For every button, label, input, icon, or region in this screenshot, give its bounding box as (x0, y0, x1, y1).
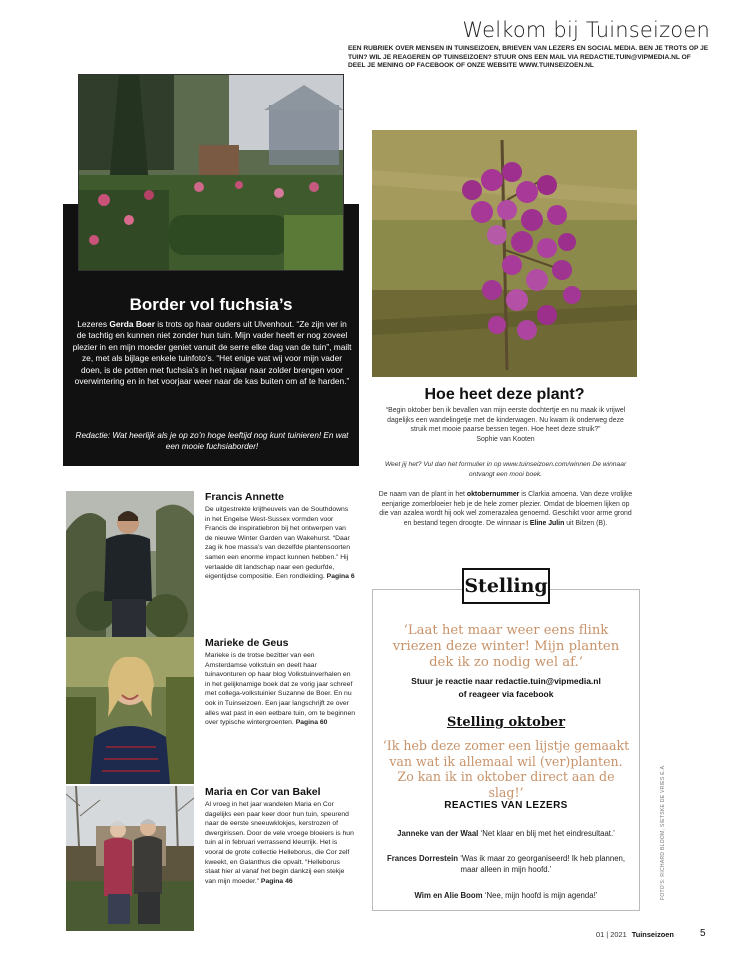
fuchsia-body-prefix: Lezeres (77, 319, 108, 329)
reactie-text: ‘Nee, mijn hoofd is mijn agenda!’ (484, 891, 598, 900)
purple-berries-photo (372, 130, 637, 377)
profile-body-maria-en-cor-van-bakel (205, 800, 355, 886)
reactie-name: Wim en Alie Boom (414, 891, 483, 900)
stelling-oktober-heading: Stelling oktober (446, 715, 566, 730)
profile-text: De uitgestrekte krijtheuvels van de Southdowns in het Engelse West-Sussex vormden voor Francis de inspiratiebron bij het ontwerpen van de nieuwe Winter Garden van Wakehurst. “Daar zag ik hoe massa’s van dezelfde plantensoorten samen een enorme impact kunnen hebben.” Hij vertaalde dit landschap naar een gedurfde, eigentijdse compositie. Een rondleiding. (205, 506, 350, 581)
stelling-label: Stelling (462, 568, 550, 604)
reactie-item (380, 828, 632, 839)
reactie-item (380, 890, 632, 901)
plant-answer-mid: is Clarkia amoena. Van deze vrolijke eenjarige zomerbloeier heb je de hele zomer plezier. Omdat de bloemen lijken op die van azalea wordt hij ook wel zomerazalea genoemd. Geschikt voor arme grond en bestand tegen droogte. De winnaar is (379, 491, 633, 527)
plant-question-body: “Begin oktober ben ik bevallen van mijn eerste dochtertje en nu maak ik vrijwel dagelijks een wandelingetje met de kinderwagen. Nu kwam ik onderweg deze struik met mooie paarse bessen tegen. Hoe heet deze struik?” (385, 407, 626, 433)
photo-credit: FOTO’S: RICHARD BLOOM, SIETSKE DE VRIES E.A. (660, 764, 666, 900)
stelling-quote: ‘Laat het maar weer eens flink vriezen deze winter! Mijn planten dek ik zo nodig wel af.’ (392, 623, 620, 670)
francis-annette-photo (66, 491, 194, 637)
page-number: 5 (700, 928, 706, 939)
plant-answer-end: uit Bilzen (B). (566, 519, 608, 527)
marieke-de-geus-photo (66, 637, 194, 784)
reactie-text: ‘Net klaar en blij met het eindresultaat.’ (480, 829, 615, 838)
stelling-oktober-quote: ‘Ik heb deze zomer een lijstje gemaakt van wat ik allemaal wil (ver)planten. Zo kan ik in oktober direct aan de slag!’ (382, 738, 630, 800)
profile-text: Al vroeg in het jaar wandelen Maria en Cor dagelijks een paar keer door hun tuin, speurend naar de eerste sneeuwklokjes, kerstrozen of dwergirissen. Door de vele vroege bloeiers is hun tuin al in februari verrassend kleurrijk. Het is vooral de grote collectie Helleborus, die Cor zelf kweekt, en Galanthus die opvalt. “Helleborus staat hier al vanaf het begin dankzij een stekje van mijn moeder.” (205, 801, 354, 885)
plant-question-text (378, 406, 633, 444)
plant-answer-issue: oktobernummer (466, 491, 520, 498)
profile-body-francis-annette (205, 505, 355, 582)
footer (596, 930, 674, 939)
stelling-cta-email[interactable]: Stuur je reactie naar redactie.tuin@vipmedia.nl (411, 676, 601, 686)
plant-question-heading: Hoe heet deze plant? (424, 386, 585, 403)
profile-body-marieke-de-geus (205, 651, 355, 728)
reactie-name: Frances Dorrestein (386, 854, 459, 863)
plant-answer (378, 490, 633, 528)
plant-contest-hint: Weet jij het? Vul dan het formulier in op www.tuinseizoen.com/winnen De winnaar ontvangt een mooi boek. (384, 461, 627, 478)
fuchsia-body-rest: is trots op haar ouders uit Ulvenhout. “Ze zijn ver in de tachtig en kunnen niet zonder hun tuin. Mijn vader heeft er nog zoveel plezier in en mijn moeder geniet vanuit de serre elke dag van de tuin”, mailt ze, met als bijlage enkele tuinfoto’s. “Het enige wat wij voor mijn vader doen, is de potten met fuchsia’s in het najaar naar zolder brengen voor overwintering en in het voorjaar weer naar de kas buiten om af te harden.” (72, 319, 352, 387)
intro-text: EEN RUBRIEK OVER MENSEN IN TUINSEIZOEN, BRIEVEN VAN LEZERS EN SOCIAL MEDIA. BEN JE TROTS OP JE TUIN? WIL JE REAGEREN OP TUINSEIZOEN? STUUR ONS EEN MAIL VIA REDACTIE.TUIN@VIPMEDIA.NL OF DEEL JE MENING OP FACEBOOK OF ONZE WEBSITE WWW.TUINSEIZOEN.NL (348, 45, 709, 70)
profile-name-maria-en-cor-van-bakel: Maria en Cor van Bakel (205, 786, 321, 798)
fuchsia-editor-note: Redactie: Wat heerlijk als je op zo’n hoge leeftijd nog kunt tuinieren! En wat een mooie fuchsiaborder! (75, 431, 349, 451)
reactie-item (380, 853, 632, 875)
maria-en-cor-van-bakel-photo (66, 786, 194, 931)
profile-text: Marieke is de trotse bezitter van een Amsterdamse volkstuin en deelt haar tuinavonturen op haar blog Volkstuinverhalen en in het gelijknamige boek dat ze vorig jaar schreef met collega-volkstuinier Suzanne de Boer. En nu ook in Tuinseizoen. Een jaar langschrijft ze over alles wat past in een eetbare tuin, om te beginnen over typische wintergroenten. (205, 652, 356, 727)
reactie-name: Janneke van der Waal (397, 829, 479, 838)
profile-name-marieke-de-geus: Marieke de Geus (205, 637, 289, 649)
plant-question-author: Sophie van Kooten (476, 435, 535, 443)
page-reference: Pagina 60 (295, 719, 328, 727)
fuchsia-body (72, 319, 352, 387)
profile-name-francis-annette: Francis Annette (205, 491, 284, 503)
fuchsia-person: Gerda Boer (109, 319, 155, 329)
fuchsia-garden-photo (78, 74, 344, 271)
page-reference: Pagina 6 (326, 573, 355, 581)
footer-brand: Tuinseizoen (631, 930, 674, 939)
page-reference: Pagina 46 (260, 877, 293, 885)
plant-winner: Eline Julin (529, 519, 565, 527)
reactie-text: ‘Was ik maar zo georganiseerd! Ik heb plannen, maar alleen in mijn hoofd.’ (460, 854, 626, 874)
plant-answer-prefix: De naam van de plant in het (378, 491, 465, 498)
footer-issue: 01 | 2021 (596, 930, 627, 939)
stelling-call-to-action (380, 675, 632, 701)
page-title: Welkom bij Tuinseizoen (462, 18, 710, 42)
stelling-cta-facebook: of reageer via facebook (458, 689, 554, 699)
fuchsia-heading: Border vol fuchsia’s (129, 295, 293, 314)
reacties-heading: REACTIES VAN LEZERS (444, 800, 568, 811)
